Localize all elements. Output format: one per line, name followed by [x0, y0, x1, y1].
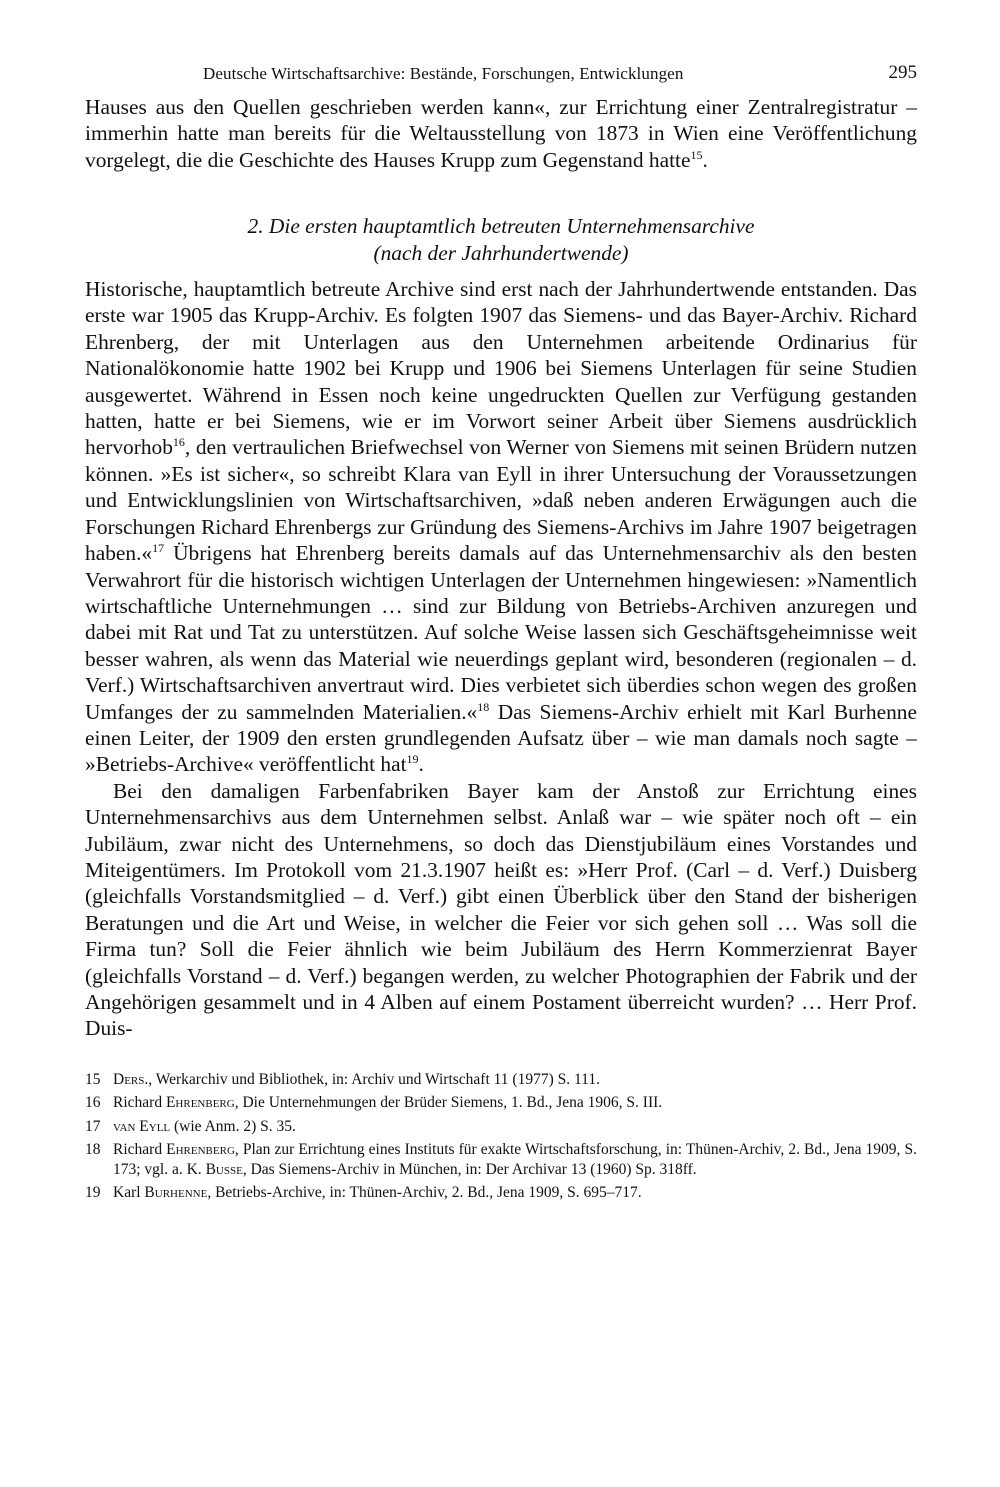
footnotes	[85, 1070, 917, 1203]
footnote-text: , Die Unternehmungen der Brüder Siemens, 1. Bd., Jena 1906, S. III.	[234, 1094, 663, 1112]
footnote-author: Burhenne	[144, 1184, 208, 1202]
footnote-number: 19	[85, 1184, 101, 1202]
footnote-author-2: Busse	[205, 1160, 243, 1178]
body-paragraph-1	[85, 276, 917, 778]
footnote-number: 17	[85, 1117, 101, 1135]
footnote-number: 18	[85, 1141, 101, 1159]
footnote-ref-17[interactable]: 17	[152, 541, 165, 556]
paragraph-1-part-3: Übrigens hat Ehrenberg bereits damals auf das Unternehmensarchiv als den besten Verwahrort für die historisch wichtigen Unterlagen der Unternehmen hingewiesen: »Namentlich wirtschaftliche Unternehmungen … sind zur Bildung von Betriebs-Archiven anzuregen und dabei mit Rat und Tat zu unterstützen. Auf solche Weise lassen sich Geschäftsgeheimnisse weit besser wahren, als wenn das Material wie neuerdings geplant wird, besonderen (regionalen – d. Verf.) Wirtschaftsarchiven anvertraut wird. Dies verbietet sich überdies schon wegen des großen Umfanges der zu sammelnden Materialien.«	[85, 541, 917, 724]
section-heading-line1: 2. Die ersten hauptamtlich betreuten Unternehmensarchive	[247, 214, 755, 239]
footnote-text: , Plan zur Errichtung eines Instituts für exakte Wirtschaftsforschung, in: Thünen-Archiv, 2. Bd., Jena 1909, S. 173; vgl. a. K.	[113, 1141, 917, 1178]
footnote-18	[85, 1140, 917, 1179]
footnote-author: Ehrenberg	[165, 1094, 235, 1112]
footnote-number: 16	[85, 1094, 101, 1112]
intro-paragraph	[85, 94, 917, 173]
footnote-text: (wie Anm. 2) S. 35.	[170, 1117, 296, 1135]
footnote-prefix: Richard	[113, 1094, 166, 1112]
footnote-author: Ders.	[113, 1070, 149, 1088]
paragraph-1-part-5: .	[418, 752, 424, 777]
page	[85, 62, 917, 1207]
paragraph-1-part-1: Historische, hauptamtlich betreute Archive sind erst nach der Jahrhundertwende entstanden. Das erste war 1905 das Krupp-Archiv. Es folgten 1907 das Siemens- und das Bayer-Archiv. Richard Ehrenberg, der mit Unterlagen aus den Unternehmen arbeitende Ordinarius für Nationalökonomie hatte 1902 bei Krupp und 1906 bei Siemens Unterlagen für seine Studien ausgewertet. Während in Essen noch keine ungedruckten Quellen zur Verfügung gestanden hatten, hatte er bei Siemens, wie er im Vorwort seiner Arbeit über Siemens ausdrücklich hervorhob	[85, 277, 917, 460]
footnote-prefix: Richard	[113, 1141, 167, 1159]
footnote-author: van Eyll	[113, 1117, 171, 1135]
footnote-ref-18[interactable]: 18	[477, 699, 490, 714]
body-paragraph-2: Bei den damaligen Farbenfabriken Bayer kam der Anstoß zur Errichtung eines Unternehmensarchivs aus dem Unternehmen selbst. Anlaß war – wie später noch oft – ein Jubiläum, zwar nicht des Unternehmens, so doch das Dienstjubiläum eines Vorstandes und Miteigentümers. Im Protokoll vom 21.3.1907 heißt es: »Herr Prof. (Carl – d. Verf.) Duisberg (gleichfalls Vorstandsmitglied – d. Verf.) gibt einen Überblick über den Stand der bisherigen Beratungen und die Art und Weise, in welcher die Feier vor sich gehen soll … Was soll die Firma tun? Soll die Feier ähnlich wie beim Jubiläum des Herrn Kommerzienrat Bayer (gleichfalls Vorstand – d. Verf.) begangen werden, zu welcher Photographien der Fabrik und der Angehörigen gesammelt und in 4 Alben auf einem Postament überreicht wurden? … Herr Prof. Duis-	[85, 778, 917, 1041]
intro-text: Hauses aus den Quellen geschrieben werden kann«, zur Errichtung einer Zentralregistratur – immerhin hatte man bereits für die Weltausstellung von 1873 in Wien eine Veröffentlichung vorgelegt, die die Geschichte des Hauses Krupp zum Gegenstand hatte	[85, 95, 917, 172]
footnote-17	[85, 1117, 917, 1137]
footnote-15	[85, 1070, 917, 1090]
paragraph-1-part-4: Das Siemens-Archiv erhielt mit Karl Burhenne einen Leiter, der 1909 den ersten grundlegenden Aufsatz über – wie man damals noch sagte – »Betriebs-Archive« veröffentlicht hat	[85, 699, 917, 777]
footnote-text: , Betriebs-Archive, in: Thünen-Archiv, 2. Bd., Jena 1909, S. 695–717.	[207, 1184, 642, 1202]
page-number: 295	[888, 62, 917, 83]
footnote-ref-19[interactable]: 19	[406, 752, 419, 767]
footnote-prefix: Karl	[113, 1184, 145, 1202]
footnote-ref-16[interactable]: 16	[172, 435, 185, 450]
paragraph-1-part-2: , den vertraulichen Briefwechsel von Werner von Siemens mit seinen Brüdern nutzen können. »Es ist sicher«, so schreibt Klara van Eyll in ihrer Untersuchung der Voraussetzungen und Entwicklungslinien von Wirtschaftsarchiven, »daß neben anderen Erwägungen auch die Forschungen Richard Ehrenbergs zur Gründung des Siemens-Archivs im Jahre 1907 beigetragen haben.«	[85, 435, 917, 566]
footnote-16	[85, 1093, 917, 1113]
footnote-author: Ehrenberg	[166, 1141, 235, 1159]
footnote-number: 15	[85, 1070, 101, 1088]
intro-end: .	[702, 147, 708, 172]
footnote-text-2: , Das Siemens-Archiv in München, in: Der Archivar 13 (1960) Sp. 318ff.	[242, 1160, 697, 1178]
footnote-ref-15[interactable]: 15	[690, 147, 703, 162]
footnote-19	[85, 1183, 917, 1203]
section-heading	[85, 213, 917, 266]
footnote-text: , Werkarchiv und Bibliothek, in: Archiv und Wirtschaft 11 (1977) S. 111.	[148, 1070, 600, 1088]
running-header	[85, 62, 917, 94]
section-heading-line2: (nach der Jahrhundertwende)	[373, 240, 629, 265]
running-header-title: Deutsche Wirtschaftsarchive: Bestände, Forschungen, Entwicklungen	[203, 64, 684, 83]
